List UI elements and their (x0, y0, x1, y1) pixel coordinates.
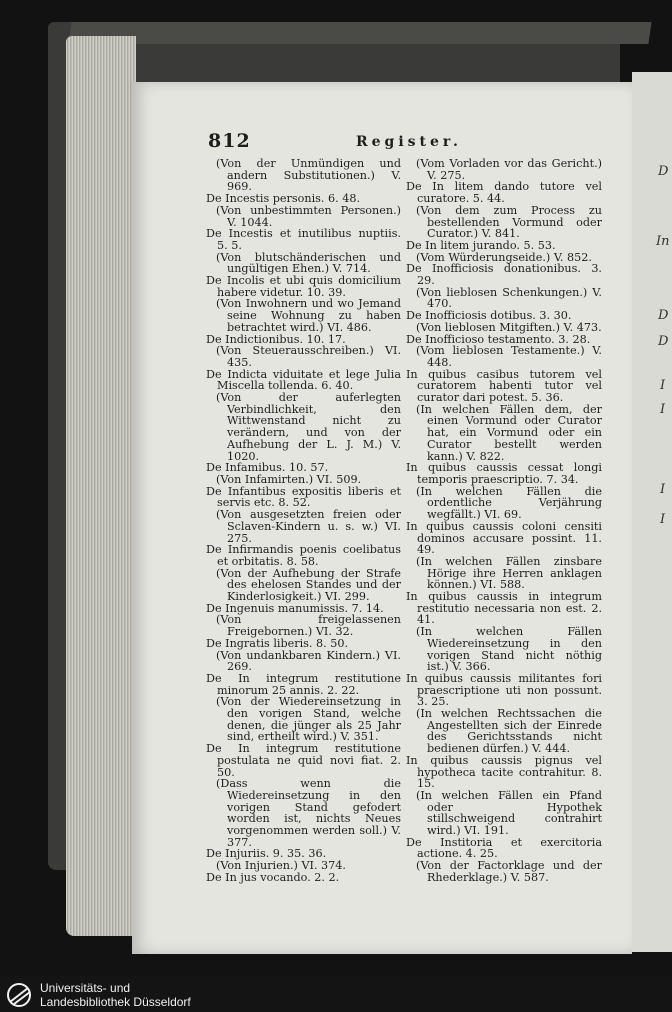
footer-line-2: Landesbibliothek Düsseldorf (40, 995, 191, 1009)
index-subentry: (Von Inwohnern und wo Jemand seine Wohnung zu haben betrachtet wird.) VI. 486. (216, 297, 401, 334)
index-subentry: (Von der Factorklage und der Rhederklage.) V. 587. (416, 859, 602, 884)
index-entry: De In litem dando tutore vel curatore. 5. 44. (406, 180, 602, 206)
page-stack (66, 36, 136, 936)
footer-line-1: Universitäts- und (40, 981, 131, 995)
index-subentry: (Von unbestimmten Personen.) V. 1044. (216, 203, 401, 229)
index-subentry: (In welchen Fällen Wiedereinsetzung in den vorigen Stand nicht nöthig ist.) V. 366. (416, 625, 602, 674)
left-column (206, 158, 401, 884)
next-page-letter: I (660, 512, 666, 527)
index-subentry: (Von blutschänderischen und ungültigen Ehen.) V. 714. (216, 250, 401, 276)
next-page-letter: I (660, 378, 666, 393)
running-head: Register. (356, 134, 462, 150)
index-entry: De Incestis personis. 6. 48. (206, 192, 361, 206)
page-number: 812 (208, 130, 251, 152)
index-subentry: (Vom Würderungseide.) V. 852. (416, 250, 592, 264)
index-entry: De Indictionibus. 10. 17. (206, 332, 346, 346)
next-page-letter: I (660, 402, 666, 417)
index-subentry: (Vom lieblosen Testamente.) V. 448. (416, 344, 602, 369)
next-page-letter: D (658, 334, 669, 349)
next-page-letter: D (658, 164, 669, 179)
index-entry: De In jus vocando. 2. 2. (206, 870, 340, 884)
index-subentry: (Von der Aufhebung der Strafe des ehelosen Standes und der Kinderlosigkeit.) VI. 299. (216, 566, 401, 604)
index-subentry: (Von lieblosen Mitgiften.) V. 473. (416, 320, 602, 334)
index-entry: In quibus caussis in integrum restitutio necessaria non est. 2. 41. (406, 590, 602, 627)
index-entry: De Incolis et ubi quis domicilium habere videtur. 10. 39. (206, 274, 401, 299)
index-entry: In quibus caussis cessat longi temporis praescriptio. 7. 34. (406, 461, 602, 486)
index-subentry: (Von Steuerausschreiben.) VI. 435. (216, 344, 401, 369)
index-entry: In quibus casibus tutorem vel curatorem habenti tutor vel curator dari potest. 5. 36. (406, 367, 602, 405)
index-subentry: (Vom Vorladen vor das Gericht.) V. 275. (416, 157, 602, 182)
index-entry: In quibus caussis pignus vel hypotheca tacite contrahitur. 8. 15. (406, 753, 602, 791)
index-subentry: (In welchen Fällen die ordentliche Verjährung wegfällt.) VI. 69. (416, 484, 602, 522)
next-page-letter: D (658, 308, 669, 323)
index-entry: De Infantibus expositis liberis et servis etc. 8. 52. (206, 484, 401, 510)
index-subentry: (Von ausgesetzten freien oder Sclaven-Kindern u. s. w.) VI. 275. (216, 508, 401, 545)
next-page-edge (632, 72, 672, 952)
next-page-letter: In (656, 234, 670, 249)
index-entry: De Infirmandis poenis coelibatus et orbitatis. 8. 58. (206, 543, 401, 568)
index-entry: De Institoria et exercitoria actione. 4. 25. (406, 835, 602, 861)
index-subentry: (In welchen Fällen dem, der einen Vormund oder Curator hat, ein Vormund oder ein Curator bestellt werden kann.) V. 822. (416, 402, 602, 463)
index-subentry: (Dass wenn die Wiedereinsetzung in den vorigen Stand gefodert worden ist, nichts Neues vorgenommen werden soll.) V. 377. (216, 777, 401, 849)
index-entry: De Inofficioso testamento. 3. 28. (406, 332, 591, 346)
index-subentry: (Von lieblosen Schenkungen.) V. 470. (416, 285, 602, 311)
index-entry: De Infamibus. 10. 57. (206, 461, 329, 475)
index-subentry: (Von dem zum Process zu bestellenden Vormund oder Curator.) V. 841. (416, 203, 602, 241)
index-subentry: (In welchen Fällen ein Pfand oder Hypothek stillschweigend contrahirt wird.) VI. 191. (416, 788, 602, 838)
index-entry: De Ingenuis manumissis. 7. 14. (206, 601, 384, 615)
index-entry: De Inofficiosis dotibus. 3. 30. (406, 309, 572, 323)
index-subentry: (Von Injurien.) VI. 374. (216, 859, 346, 873)
index-entry: De Incestis et inutilibus nuptiis. 5. 5. (206, 227, 401, 252)
index-entry: In quibus caussis militantes fori praescriptione uti non possunt. 3. 25. (406, 671, 602, 709)
index-subentry: (In welchen Rechtssachen die Angestellten sich der Einrede des Gerichtsstands nicht bedienen dürfen.) V. 444. (416, 707, 602, 756)
index-subentry: (In welchen Fällen zinsbare Hörige ihre Herren anklagen können.) VI. 588. (416, 554, 602, 592)
index-entry: De In litem jurando. 5. 53. (406, 238, 556, 252)
index-entry: De Inofficiosis donationibus. 3. 29. (406, 262, 602, 288)
book-page (132, 82, 632, 954)
index-entry: In quibus caussis coloni censiti dominos accusare possint. 11. 49. (406, 519, 602, 557)
index-subentry: (Von der Unmündigen und andern Substitutionen.) V. 969. (216, 157, 401, 194)
index-subentry: (Von freigelassenen Freigebornen.) VI. 32. (216, 613, 401, 639)
index-subentry: (Von undankbaren Kindern.) VI. 269. (216, 648, 401, 674)
index-subentry: (Von Infamirten.) VI. 509. (216, 472, 362, 486)
index-entry: De In integrum restitutione postulata ne quid novi fiat. 2. 50. (206, 742, 401, 779)
index-entry: De Ingratis liberis. 8. 50. (206, 636, 349, 650)
index-entry: De Injuriis. 9. 35. 36. (206, 847, 327, 861)
index-entry: De In integrum restitutione minorum 25 annis. 2. 22. (206, 671, 401, 697)
book-top-edge (68, 22, 651, 44)
right-column (406, 158, 602, 884)
index-subentry: (Von der auferlegten Verbindlichkeit, den Wittwenstand nicht zu verändern, und von der Aufhebung der L. J. M.) V. 1020. (216, 391, 401, 463)
footer-text (40, 981, 191, 1009)
index-subentry: (Von der Wiedereinsetzung in den vorigen Stand, welche denen, die jünger als 25 Jahr sind, ertheilt wird.) V. 351. (216, 695, 401, 744)
library-logo-icon (6, 982, 34, 1008)
index-entry: De Indicta viduitate et lege Julia Miscella tollenda. 6. 40. (206, 367, 401, 393)
next-page-letter: I (660, 482, 666, 497)
